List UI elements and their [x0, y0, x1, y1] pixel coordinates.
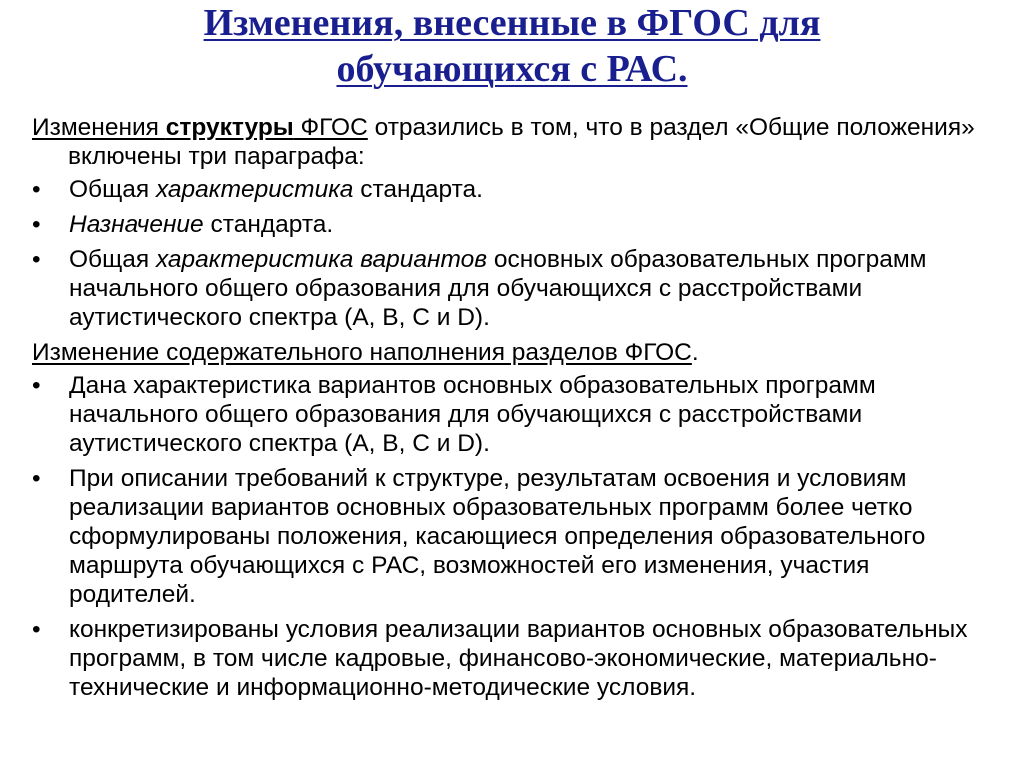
item-text: Дана характеристика вариантов основных образовательных программ начального общего образования для обучающихся с расстройствами аутистического спектра (A, B, C и D).: [69, 372, 876, 457]
bullet-icon: •: [32, 211, 41, 238]
section2-heading-end: .: [691, 339, 699, 366]
bullet-icon: •: [32, 246, 41, 273]
slide-title: [90, 0, 934, 92]
list-item: [32, 175, 992, 204]
list-item: [32, 245, 992, 332]
section2-heading: [32, 338, 992, 367]
item-text-plain: стандарта.: [203, 211, 334, 238]
item-text-plain: основных образовательных программ начального общего образования для обучающихся с расстройствами аутистического спектра (A, B, C и D).: [69, 246, 927, 331]
title-line-2: обучающихся с РАС.: [336, 48, 688, 90]
item-text-plain: стандарта.: [353, 176, 483, 203]
item-text-plain: Общая: [69, 176, 156, 203]
slide-content: [32, 113, 992, 708]
section1-word1: Изменения: [32, 114, 166, 141]
section2-heading-underlined: Изменение содержательного наполнения разделов ФГОС: [32, 339, 692, 366]
bullet-icon: •: [32, 616, 41, 643]
section1-underlined: [32, 114, 368, 141]
bullet-icon: •: [32, 372, 41, 399]
section1-rest: отразились в том, что в раздел «Общие положения» включены три параграфа:: [68, 114, 975, 170]
bullet-icon: •: [32, 176, 41, 203]
list-item: [32, 464, 992, 609]
item-text-italic: характеристика вариантов: [155, 246, 488, 273]
list-item: [32, 371, 992, 458]
section1-intro: [32, 113, 992, 171]
item-text: конкретизированы условия реализации вариантов основных образовательных программ, в том числе кадровые, финансово-экономические, материально-технические и информационно-методические условия.: [69, 616, 968, 701]
section1-word2: ФГОС: [293, 114, 368, 141]
section1-bold-word: структуры: [165, 114, 294, 141]
item-text-italic: характеристика: [155, 176, 354, 203]
title-line-1: Изменения, внесенные в ФГОС для: [203, 2, 821, 44]
list-item: [32, 615, 992, 702]
list-item: [32, 210, 992, 239]
item-text-italic: Назначение: [69, 211, 204, 238]
item-text-plain: Общая: [69, 246, 156, 273]
bullet-icon: •: [32, 465, 41, 492]
item-text: При описании требований к структуре, результатам освоения и условиям реализации вариантов основных образовательных программ более четко сформулированы положения, касающиеся определения образовательного маршрута обучающихся с РАС, возможностей его изменения, участия родителей.: [69, 465, 926, 608]
